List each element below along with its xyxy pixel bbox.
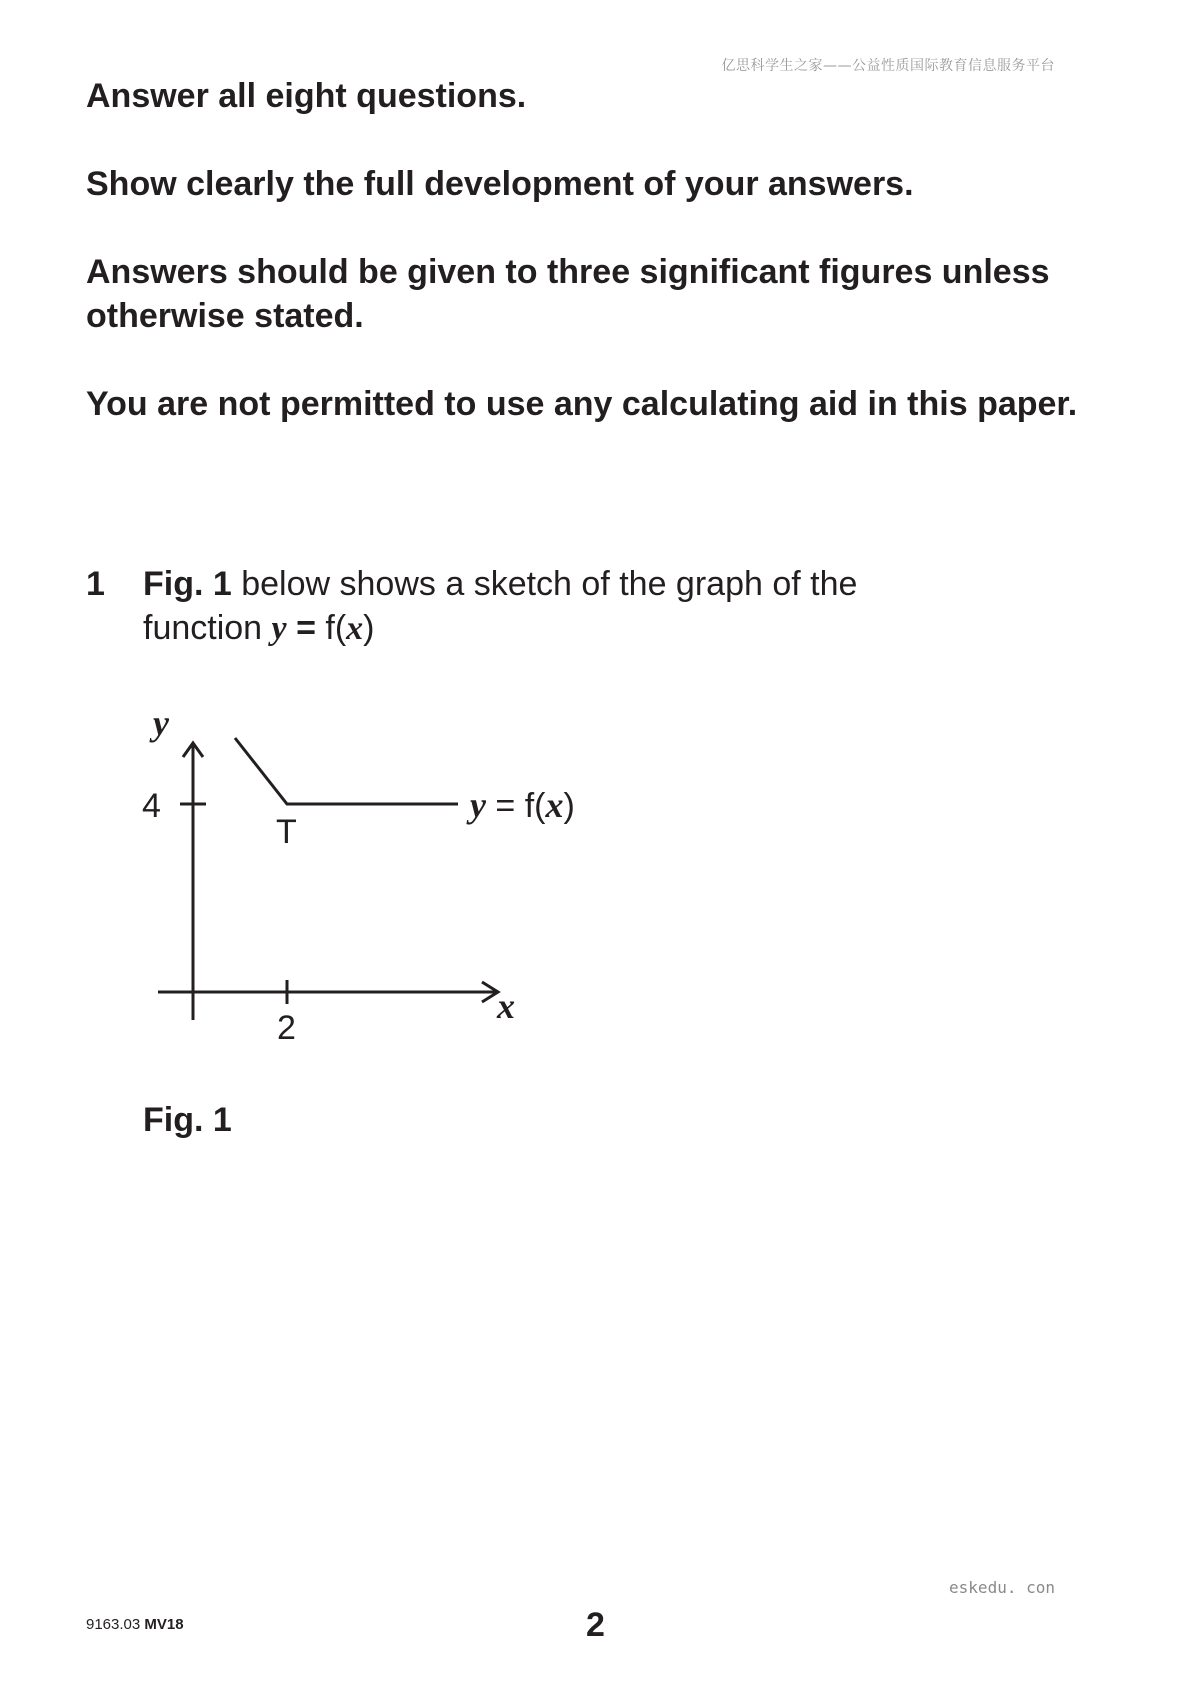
curve-label-middle: = f(: [485, 787, 546, 825]
point-label-t: T: [276, 813, 297, 851]
figure-1: [130, 700, 610, 1060]
x-axis-label: x: [497, 986, 515, 1026]
question-text-line1: below shows a sketch of the graph of the: [231, 565, 858, 603]
x-tick-label: 2: [277, 1009, 296, 1047]
math-var-x: x: [346, 610, 364, 647]
paper-code-number: 9163.03: [86, 1616, 145, 1633]
watermark-top: 亿思科学生之家——公益性质国际教育信息服务平台: [721, 58, 1055, 74]
curve-label: [466, 785, 575, 825]
fig-reference: Fig. 1: [143, 565, 232, 603]
y-axis-label: y: [153, 703, 169, 743]
instruction-no-calculator: You are not permitted to use any calculating aid in this paper.: [86, 385, 1078, 423]
watermark-bottom: eskedu. con: [949, 1578, 1055, 1597]
paper-code: [86, 1616, 184, 1633]
function-curve: [235, 738, 458, 804]
graph-sketch: [130, 700, 610, 1060]
question-number: 1: [86, 565, 105, 603]
figure-caption: Fig. 1: [143, 1101, 232, 1139]
open-paren: (: [334, 609, 347, 647]
question-text-line2: function: [143, 609, 272, 647]
page-number: 2: [586, 1606, 605, 1644]
curve-label-x: x: [545, 785, 564, 825]
instruction-show-development: Show clearly the full development of your answers.: [86, 165, 914, 203]
question-text: [143, 562, 1043, 651]
instructions: [86, 74, 1126, 470]
close-paren: ): [363, 609, 375, 647]
function-name: f: [325, 609, 335, 647]
math-var-y: y: [271, 610, 287, 647]
instruction-significant-figures: Answers should be given to three significant figures unless otherwise stated.: [86, 253, 1050, 335]
curve-label-close: ): [563, 787, 575, 825]
instruction-answer-all: Answer all eight questions.: [86, 77, 527, 115]
y-tick-label: 4: [142, 787, 161, 825]
paper-code-suffix: MV18: [144, 1616, 184, 1633]
curve-label-y: y: [470, 785, 486, 825]
equals-sign: =: [286, 609, 326, 647]
